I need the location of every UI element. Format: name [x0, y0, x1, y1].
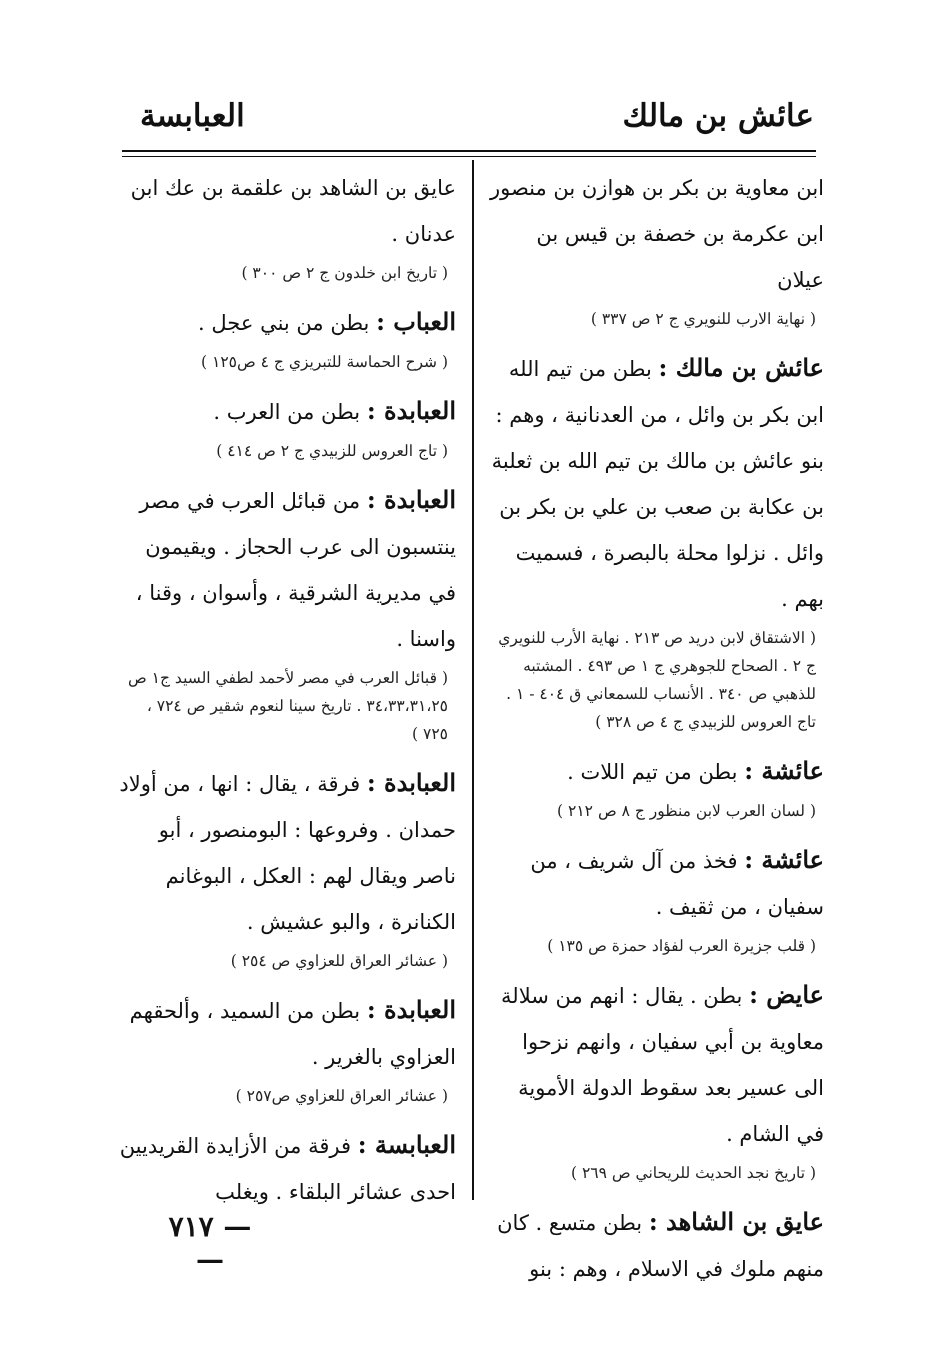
entry-body: من قبائل العرب في مصر ينتسبون الى عرب الحجاز . ويقيمون في مديرية الشرقية ، وأسوان ، وقنا ، واسنا .: [135, 489, 456, 651]
entry: [486, 837, 824, 960]
column-divider: [472, 160, 474, 1200]
source-citation: ( قلب جزيرة العرب لفؤاد حمزة ص ١٣٥ ): [547, 937, 816, 955]
entry-text: [486, 165, 824, 303]
source-citation: ( نهاية الارب للنويري ج ٢ ص ٣٣٧ ): [590, 310, 816, 328]
entry: [118, 987, 456, 1110]
entry-body: فرقة من الأزايدة القريديين احدى عشائر البلقاء . ويغلب: [119, 1134, 456, 1204]
header-rule: [122, 150, 816, 152]
entry: [486, 1199, 824, 1292]
entry-body: فخذ من آل شريف ، من سفيان ، من ثقيف .: [530, 849, 824, 919]
entry-headword: عائشة :: [744, 756, 824, 785]
source-citation: ( لسان العرب لابن منظور ج ٨ ص ٢١٢ ): [557, 802, 816, 820]
page-number: — ٧١٧ —: [168, 1210, 252, 1276]
entry: [118, 165, 456, 287]
header-rule-thin: [122, 156, 816, 157]
running-header-left: العبابسة: [140, 98, 245, 134]
right-column: [486, 165, 824, 1281]
entry-headword: عايض :: [749, 980, 824, 1009]
entry: [118, 760, 456, 975]
entry-body: بطن من تيم اللات .: [567, 760, 738, 784]
entry-headword: العبابسة :: [357, 1130, 456, 1159]
entry-body: بطن . يقال : انهم من سلالة معاوية بن أبي سفيان ، وانهم نزحوا الى عسير بعد سقوط الدولة الأموية في الشام .: [501, 984, 824, 1146]
entry-headword: عائش بن مالك :: [658, 353, 824, 382]
entry-headword: العبابدة :: [366, 396, 456, 425]
entry: [118, 477, 456, 748]
entry: [118, 1122, 456, 1215]
entry: [486, 165, 824, 333]
source-citation: ( عشائر العراق للعزاوي ص٢٥٧ ): [235, 1087, 448, 1105]
entry-text: [486, 1199, 824, 1292]
entry: [118, 388, 456, 465]
entry-body: بطن متسع . كان منهم ملوك في الاسلام ، وهم : بنو: [497, 1211, 824, 1281]
entry-headword: العبابدة :: [366, 768, 456, 797]
entry-text: [118, 1122, 456, 1215]
source-citation: ( قبائل العرب في مصر لأحمد لطفي السيد ج١ ص ٣٤،٣٣،٣١،٢٥ . تاريخ سينا لنعوم شقير ص ٧٢٤ ، ٧٢٥ ): [128, 669, 448, 743]
entry: [486, 345, 824, 736]
source-citation: ( عشائر العراق للعزاوي ص ٢٥٤ ): [230, 952, 448, 970]
entry-body: بطن من العرب .: [213, 400, 361, 424]
entry-text: [486, 837, 824, 930]
entry-text: [486, 345, 824, 622]
entry-text: [118, 388, 456, 435]
entry-body: فرقة ، يقال : انها ، من أولاد حمدان . وفروعها : البومنصور ، أبو ناصر ويقال لهم : العكل ، البوغانم الكنانرة ، والبو عشيش .: [119, 772, 456, 934]
entry: [486, 972, 824, 1187]
entry-text: [118, 987, 456, 1080]
entry-headword: عائشة :: [744, 845, 824, 874]
entry-text: [118, 760, 456, 945]
entry-headword: العبابدة :: [366, 995, 456, 1024]
entry: [118, 299, 456, 376]
entry-text: [486, 748, 824, 795]
entry-headword: عايق بن الشاهد :: [648, 1207, 824, 1236]
left-column: [118, 165, 456, 1204]
entry-body: ابن معاوية بن بكر بن هوازن بن منصور ابن عكرمة بن خصفة بن قيس بن عيلان: [489, 176, 824, 292]
entry-body: عايق بن الشاهد بن علقمة بن عك ابن عدنان .: [130, 176, 456, 246]
source-citation: ( تاريخ نجد الحديث للريحاني ص ٢٦٩ ): [571, 1164, 816, 1182]
entry: [486, 748, 824, 825]
entry-headword: العباب :: [376, 307, 456, 336]
source-citation: ( تاريخ ابن خلدون ج ٢ ص ٣٠٠ ): [241, 264, 448, 282]
source-citation: ( الاشتقاق لابن دريد ص ٢١٣ . نهاية الأرب للنويري ج ٢ . الصحاح للجوهري ج ١ ص ٤٩٣ . المشتبه للذهبي ص ٣٤٠ . الأنساب للسمعاني ق ٤٠٤ - ١ . تاج العروس للزبيدي ج ٤ ص ٣٢٨ ): [498, 629, 816, 731]
source-citation: ( شرح الحماسة للتبريزي ج ٤ ص١٢٥ ): [201, 353, 448, 371]
entry-text: [486, 972, 824, 1157]
entry-body: بطن من بني عجل .: [198, 311, 370, 335]
entry-text: [118, 165, 456, 257]
entry-body: بطن من السميد ، وألحقهم العزاوي بالغرير .: [129, 999, 456, 1069]
entry-text: [118, 477, 456, 662]
entry-headword: العبابدة :: [366, 485, 456, 514]
running-header-right: عائش بن مالك: [622, 98, 814, 134]
source-citation: ( تاج العروس للزبيدي ج ٢ ص ٤١٤ ): [216, 442, 448, 460]
entry-text: [118, 299, 456, 346]
entry-body: بطن من تيم الله ابن بكر بن وائل ، من العدنانية ، وهم : بنو عائش بن مالك بن تيم الله بن ثعلبة بن عكابة بن صعب بن علي بن بكر بن وائل . نزلوا محلة بالبصرة ، فسميت بهم .: [491, 357, 824, 611]
